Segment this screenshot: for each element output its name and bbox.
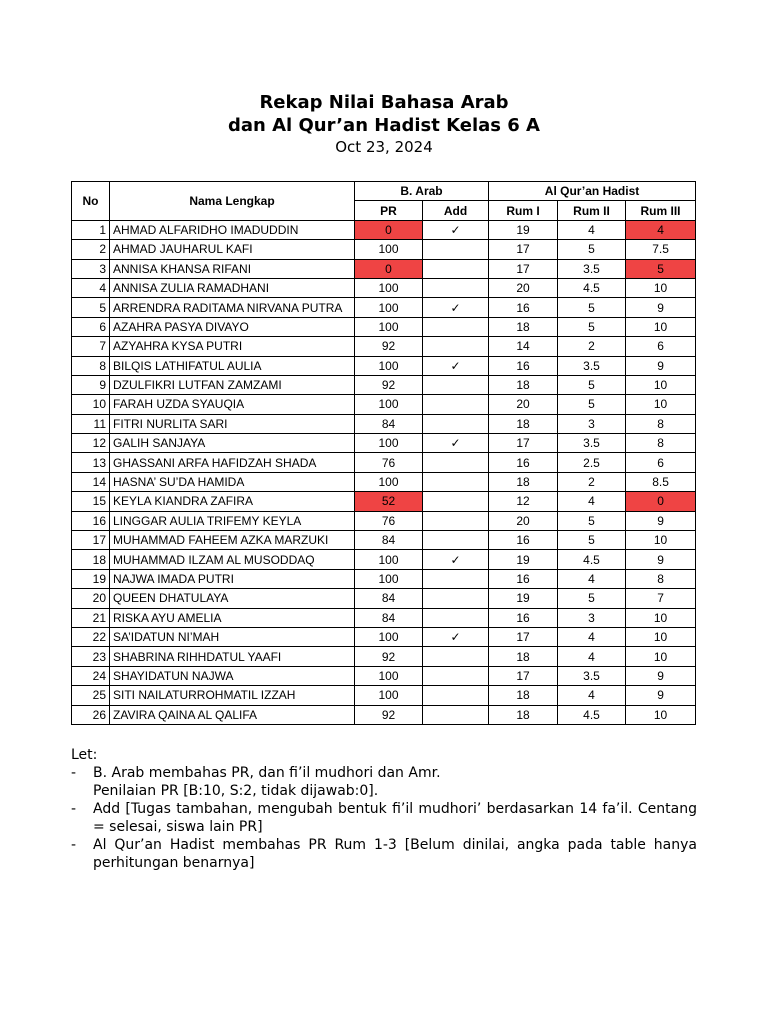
cell-rum1: 18 (489, 414, 558, 433)
cell-pr: 52 (355, 492, 423, 511)
cell-pr: 84 (355, 531, 423, 550)
cell-rum3: 10 (626, 317, 696, 336)
cell-rum2: 5 (558, 589, 626, 608)
cell-rum1: 18 (489, 705, 558, 724)
cell-add: ✓ (423, 434, 489, 453)
cell-add (423, 492, 489, 511)
header-name: Nama Lengkap (110, 182, 355, 221)
cell-add (423, 259, 489, 278)
table-row (72, 278, 696, 297)
header-add: Add (423, 201, 489, 220)
cell-pr: 100 (355, 666, 423, 685)
page-title-line-2: dan Al Qur’an Hadist Kelas 6 A (227, 115, 540, 136)
cell-rum1: 17 (489, 627, 558, 646)
cell-rum3: 8.5 (626, 472, 696, 491)
cell-add: ✓ (423, 356, 489, 375)
cell-add (423, 666, 489, 685)
note-text: Add [Tugas tambahan, mengubah bentuk fi’il mudhori’ berdasarkan 14 fa’il. Centang = selesai, siswa lain PR] (93, 801, 697, 835)
notes-intro: Let: (71, 747, 98, 763)
cell-add: ✓ (423, 550, 489, 569)
cell-rum2: 3 (558, 414, 626, 433)
cell-name: QUEEN DHATULAYA (110, 589, 355, 608)
cell-no: 5 (72, 298, 110, 317)
cell-no: 10 (72, 395, 110, 414)
cell-name: RISKA AYU AMELIA (110, 608, 355, 627)
cell-name: AZYAHRA KYSA PUTRI (110, 337, 355, 356)
cell-add (423, 511, 489, 530)
header-rum2: Rum II (558, 201, 626, 220)
cell-no: 7 (72, 337, 110, 356)
note-text: Al Qur’an Hadist membahas PR Rum 1-3 [Belum dinilai, angka pada table hanya perhitungan benarnya] (93, 837, 697, 871)
cell-rum3: 10 (626, 395, 696, 414)
cell-rum3: 6 (626, 337, 696, 356)
cell-rum2: 5 (558, 511, 626, 530)
cell-pr: 100 (355, 627, 423, 646)
cell-rum2: 5 (558, 240, 626, 259)
note-item-2 (71, 800, 697, 836)
cell-no: 1 (72, 220, 110, 239)
cell-add (423, 453, 489, 472)
cell-no: 19 (72, 569, 110, 588)
table-row (72, 627, 696, 646)
cell-add (423, 375, 489, 394)
cell-name: ZAVIRA QAINA AL QALIFA (110, 705, 355, 724)
cell-pr: 92 (355, 647, 423, 666)
cell-add (423, 395, 489, 414)
cell-rum2: 2.5 (558, 453, 626, 472)
cell-no: 21 (72, 608, 110, 627)
cell-no: 18 (72, 550, 110, 569)
cell-rum3: 10 (626, 647, 696, 666)
cell-rum2: 5 (558, 395, 626, 414)
cell-add: ✓ (423, 298, 489, 317)
cell-rum2: 3.5 (558, 434, 626, 453)
cell-rum1: 16 (489, 608, 558, 627)
cell-rum3: 5 (626, 259, 696, 278)
cell-rum2: 4 (558, 627, 626, 646)
page-title-line-1: Rekap Nilai Bahasa Arab (259, 92, 509, 113)
table-row (72, 220, 696, 239)
table-row (72, 569, 696, 588)
cell-rum2: 5 (558, 375, 626, 394)
cell-name: AHMAD ALFARIDHO IMADUDDIN (110, 220, 355, 239)
cell-name: ANNISA ZULIA RAMADHANI (110, 278, 355, 297)
notes-section (71, 746, 697, 872)
cell-add (423, 705, 489, 724)
cell-add (423, 414, 489, 433)
cell-rum2: 4 (558, 492, 626, 511)
table-row (72, 375, 696, 394)
cell-pr: 0 (355, 259, 423, 278)
cell-name: ANNISA KHANSA RIFANI (110, 259, 355, 278)
cell-add (423, 337, 489, 356)
cell-pr: 100 (355, 356, 423, 375)
note-text: B. Arab membahas PR, dan fi’il mudhori dan Amr. (93, 765, 441, 781)
cell-pr: 100 (355, 472, 423, 491)
cell-name: LINGGAR AULIA TRIFEMY KEYLA (110, 511, 355, 530)
cell-rum1: 20 (489, 511, 558, 530)
cell-no: 15 (72, 492, 110, 511)
table-row (72, 434, 696, 453)
cell-rum3: 10 (626, 608, 696, 627)
cell-rum2: 5 (558, 531, 626, 550)
cell-rum1: 20 (489, 395, 558, 414)
cell-rum3: 10 (626, 375, 696, 394)
cell-name: DZULFIKRI LUTFAN ZAMZAMI (110, 375, 355, 394)
cell-rum1: 19 (489, 589, 558, 608)
table-row (72, 395, 696, 414)
cell-name: ARRENDRA RADITAMA NIRVANA PUTRA (110, 298, 355, 317)
cell-rum2: 3.5 (558, 666, 626, 685)
cell-rum1: 16 (489, 453, 558, 472)
cell-rum3: 9 (626, 298, 696, 317)
cell-rum1: 18 (489, 647, 558, 666)
table-row (72, 589, 696, 608)
cell-pr: 84 (355, 608, 423, 627)
cell-rum1: 20 (489, 278, 558, 297)
cell-add (423, 686, 489, 705)
cell-no: 24 (72, 666, 110, 685)
table-row (72, 453, 696, 472)
cell-name: FITRI NURLITA SARI (110, 414, 355, 433)
cell-no: 26 (72, 705, 110, 724)
cell-name: HASNA’ SU’DA HAMIDA (110, 472, 355, 491)
cell-rum3: 10 (626, 278, 696, 297)
table-row (72, 240, 696, 259)
cell-rum2: 4 (558, 220, 626, 239)
cell-pr: 100 (355, 434, 423, 453)
cell-rum3: 9 (626, 511, 696, 530)
cell-add (423, 472, 489, 491)
cell-rum1: 18 (489, 375, 558, 394)
cell-name: FARAH UZDA SYAUQIA (110, 395, 355, 414)
cell-no: 25 (72, 686, 110, 705)
cell-pr: 76 (355, 511, 423, 530)
cell-name: GHASSANI ARFA HAFIDZAH SHADA (110, 453, 355, 472)
cell-pr: 100 (355, 278, 423, 297)
cell-no: 17 (72, 531, 110, 550)
cell-rum2: 4.5 (558, 705, 626, 724)
note-text: Penilaian PR [B:10, S:2, tidak dijawab:0]. (93, 783, 379, 799)
cell-pr: 100 (355, 395, 423, 414)
table-row (72, 705, 696, 724)
cell-pr: 100 (355, 686, 423, 705)
cell-rum3: 8 (626, 434, 696, 453)
cell-no: 20 (72, 589, 110, 608)
cell-name: AZAHRA PASYA DIVAYO (110, 317, 355, 336)
cell-pr: 100 (355, 298, 423, 317)
cell-rum2: 3.5 (558, 259, 626, 278)
cell-add (423, 647, 489, 666)
note-item-1 (71, 764, 697, 800)
cell-pr: 100 (355, 569, 423, 588)
cell-name: MUHAMMAD FAHEEM AZKA MARZUKI (110, 531, 355, 550)
cell-rum2: 3 (558, 608, 626, 627)
table-row (72, 356, 696, 375)
table-row (72, 608, 696, 627)
cell-rum1: 14 (489, 337, 558, 356)
cell-add (423, 240, 489, 259)
cell-no: 14 (72, 472, 110, 491)
cell-rum1: 17 (489, 434, 558, 453)
header-rum1: Rum I (489, 201, 558, 220)
cell-pr: 76 (355, 453, 423, 472)
cell-pr: 92 (355, 337, 423, 356)
cell-rum2: 4.5 (558, 550, 626, 569)
table-body (72, 220, 696, 724)
cell-name: SITI NAILATURROHMATIL IZZAH (110, 686, 355, 705)
cell-no: 23 (72, 647, 110, 666)
cell-rum1: 18 (489, 317, 558, 336)
cell-rum2: 4.5 (558, 278, 626, 297)
cell-rum1: 17 (489, 666, 558, 685)
cell-pr: 0 (355, 220, 423, 239)
cell-add (423, 608, 489, 627)
cell-pr: 100 (355, 550, 423, 569)
cell-rum1: 16 (489, 298, 558, 317)
cell-rum2: 4 (558, 569, 626, 588)
cell-name: MUHAMMAD ILZAM AL MUSODDAQ (110, 550, 355, 569)
table-row (72, 317, 696, 336)
cell-rum1: 19 (489, 550, 558, 569)
cell-name: SA’IDATUN NI’MAH (110, 627, 355, 646)
cell-no: 6 (72, 317, 110, 336)
table-row (72, 531, 696, 550)
cell-no: 8 (72, 356, 110, 375)
note-bullet: - (71, 837, 77, 853)
cell-add (423, 589, 489, 608)
cell-rum3: 0 (626, 492, 696, 511)
table-row (72, 550, 696, 569)
cell-name: KEYLA KIANDRA ZAFIRA (110, 492, 355, 511)
header-pr: PR (355, 201, 423, 220)
cell-rum3: 10 (626, 531, 696, 550)
grades-table (71, 181, 696, 725)
cell-rum3: 7.5 (626, 240, 696, 259)
table-row (72, 414, 696, 433)
cell-rum1: 16 (489, 356, 558, 375)
cell-rum3: 8 (626, 414, 696, 433)
table-row (72, 259, 696, 278)
cell-rum2: 2 (558, 472, 626, 491)
cell-no: 9 (72, 375, 110, 394)
table-row (72, 666, 696, 685)
table-row (72, 511, 696, 530)
cell-no: 11 (72, 414, 110, 433)
cell-no: 22 (72, 627, 110, 646)
cell-no: 4 (72, 278, 110, 297)
header-barab: B. Arab (355, 182, 489, 201)
cell-name: NAJWA IMADA PUTRI (110, 569, 355, 588)
table-row (72, 686, 696, 705)
cell-rum1: 19 (489, 220, 558, 239)
header-no: No (72, 182, 110, 221)
cell-rum3: 9 (626, 550, 696, 569)
cell-pr: 84 (355, 414, 423, 433)
table-header (72, 182, 696, 221)
cell-rum2: 4 (558, 686, 626, 705)
cell-pr: 100 (355, 317, 423, 336)
cell-no: 2 (72, 240, 110, 259)
cell-rum2: 2 (558, 337, 626, 356)
cell-rum3: 4 (626, 220, 696, 239)
cell-name: SHAYIDATUN NAJWA (110, 666, 355, 685)
cell-rum3: 10 (626, 705, 696, 724)
header-quran: Al Qur’an Hadist (489, 182, 696, 201)
note-item-3 (71, 836, 697, 872)
cell-rum3: 6 (626, 453, 696, 472)
cell-add (423, 317, 489, 336)
cell-name: SHABRINA RIHHDATUL YAAFI (110, 647, 355, 666)
cell-add: ✓ (423, 627, 489, 646)
table-row (72, 492, 696, 511)
cell-rum3: 8 (626, 569, 696, 588)
cell-rum3: 9 (626, 686, 696, 705)
cell-name: AHMAD JAUHARUL KAFI (110, 240, 355, 259)
cell-name: BILQIS LATHIFATUL AULIA (110, 356, 355, 375)
cell-name: GALIH SANJAYA (110, 434, 355, 453)
cell-no: 16 (72, 511, 110, 530)
cell-rum2: 4 (558, 647, 626, 666)
cell-rum3: 10 (626, 627, 696, 646)
cell-rum3: 9 (626, 666, 696, 685)
cell-rum1: 17 (489, 259, 558, 278)
cell-no: 12 (72, 434, 110, 453)
cell-pr: 100 (355, 240, 423, 259)
cell-rum1: 16 (489, 531, 558, 550)
cell-rum1: 12 (489, 492, 558, 511)
table-row (72, 472, 696, 491)
cell-rum1: 18 (489, 686, 558, 705)
cell-add (423, 569, 489, 588)
table-row (72, 298, 696, 317)
page-date: Oct 23, 2024 (335, 138, 433, 156)
cell-rum1: 17 (489, 240, 558, 259)
note-bullet: - (71, 801, 77, 817)
header-rum3: Rum III (626, 201, 696, 220)
cell-pr: 92 (355, 375, 423, 394)
note-bullet: - (71, 765, 77, 781)
cell-pr: 84 (355, 589, 423, 608)
cell-add (423, 278, 489, 297)
cell-add (423, 531, 489, 550)
cell-add: ✓ (423, 220, 489, 239)
cell-rum1: 16 (489, 569, 558, 588)
cell-rum3: 9 (626, 356, 696, 375)
table-row (72, 337, 696, 356)
cell-rum2: 5 (558, 317, 626, 336)
cell-no: 13 (72, 453, 110, 472)
cell-no: 3 (72, 259, 110, 278)
table-row (72, 647, 696, 666)
cell-rum2: 5 (558, 298, 626, 317)
cell-rum2: 3.5 (558, 356, 626, 375)
cell-rum1: 18 (489, 472, 558, 491)
cell-pr: 92 (355, 705, 423, 724)
cell-rum3: 7 (626, 589, 696, 608)
